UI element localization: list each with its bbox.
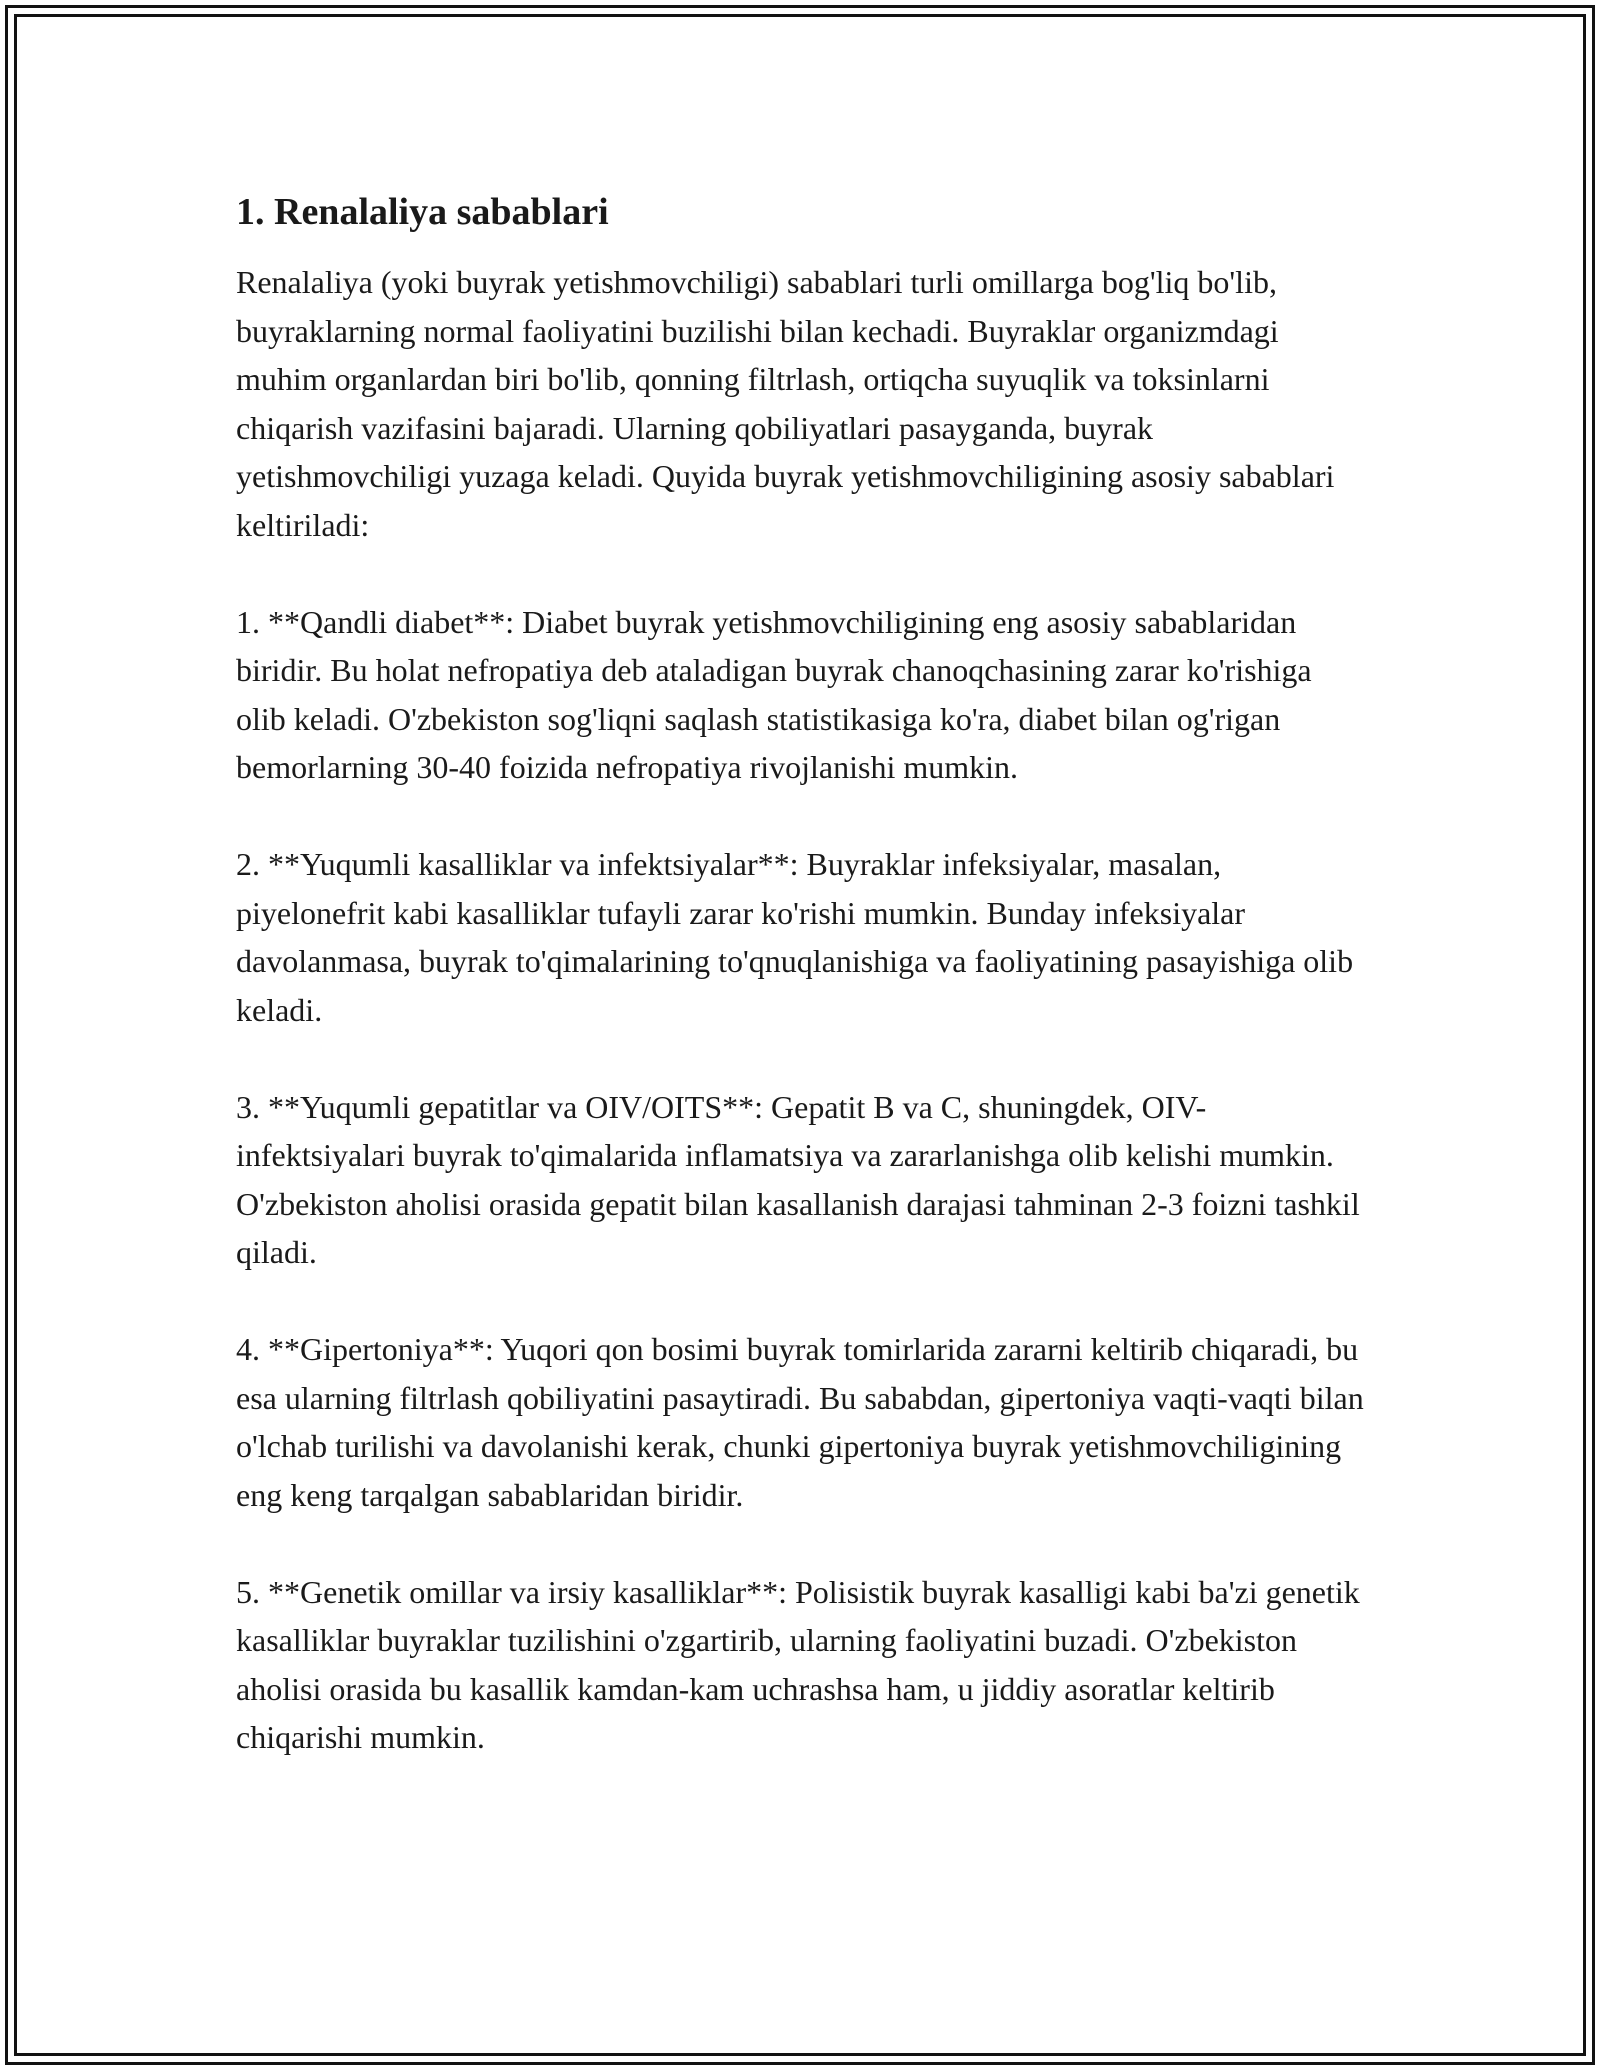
document-body xyxy=(236,184,1366,1810)
intro-paragraph: Renalaliya (yoki buyrak yetishmovchiligi) sabablari turli omillarga bog'liq bo'lib, buyraklarning normal faoliyatini buzilishi bilan kechadi. Buyraklar organizmdagi muhim organlardan biri bo'lib, qonning filtrlash, ortiqcha suyuqlik va toksinlarni chiqarish vazifasini bajaradi. Ularning qobiliyatlari pasayganda, buyrak yetishmovchiligi yuzaga keladi. Quyida buyrak yetishmovchiligining asosiy sabablari keltiriladi: xyxy=(236,264,1335,543)
list-item-hepatitis-hiv: 3. **Yuqumli gepatitlar va OIV/OITS**: Gepatit B va C, shuningdek, OIV-infektsiyalari buyrak to'qimalarida inflamatsiya va zararlanishga olib kelishi mumkin. O'zbekiston aholisi orasida gepatit bilan kasallanish darajasi tahminan 2-3 foizni tashkil qiladi. xyxy=(236,1088,1360,1270)
list-item-diabetes: 1. **Qandli diabet**: Diabet buyrak yetishmovchiligining eng asosiy sabablaridan biridir. Bu holat nefropatiya deb ataladigan buyrak chanoqchasining zarar ko'rishiga olib keladi. O'zbekiston sog'liqni saqlash statistikasiga ko'ra, diabet bilan og'rigan bemorlarning 30-40 foizida nefropatiya rivojlanishi mumkin. xyxy=(236,603,1312,785)
list-item-infections: 2. **Yuqumli kasalliklar va infektsiyalar**: Buyraklar infeksiyalar, masalan, piyelonefrit kabi kasalliklar tufayli zarar ko'rishi mumkin. Bunday infeksiyalar davolanmasa, buyrak to'qimalarining to'qnuqlanishiga va faoliyatining pasayishiga olib keladi. xyxy=(236,846,1354,1028)
list-item-genetic: 5. **Genetik omillar va irsiy kasalliklar**: Polisistik buyrak kasalligi kabi ba'zi genetik kasalliklar buyraklar tuzilishini o'zgartirib, ularning faoliyatini buzadi. O'zbekiston aholisi orasida bu kasallik kamdan-kam uchrashsa ham, u jiddiy asoratlar keltirib chiqarishi mumkin. xyxy=(236,1573,1360,1755)
list-item-hypertension: 4. **Gipertoniya**: Yuqori qon bosimi buyrak tomirlarida zararni keltirib chiqaradi, bu esa ularning filtrlash qobiliyatini pasaytiradi. Bu sababdan, gipertoniya vaqti-vaqti bilan o'lchab turilishi va davolanishi kerak, chunki gipertoniya buyrak yetishmovchiligining eng keng tarqalgan sabablaridan biridir. xyxy=(236,1331,1364,1513)
section-title: 1. Renalaliya sabablari xyxy=(236,191,609,233)
